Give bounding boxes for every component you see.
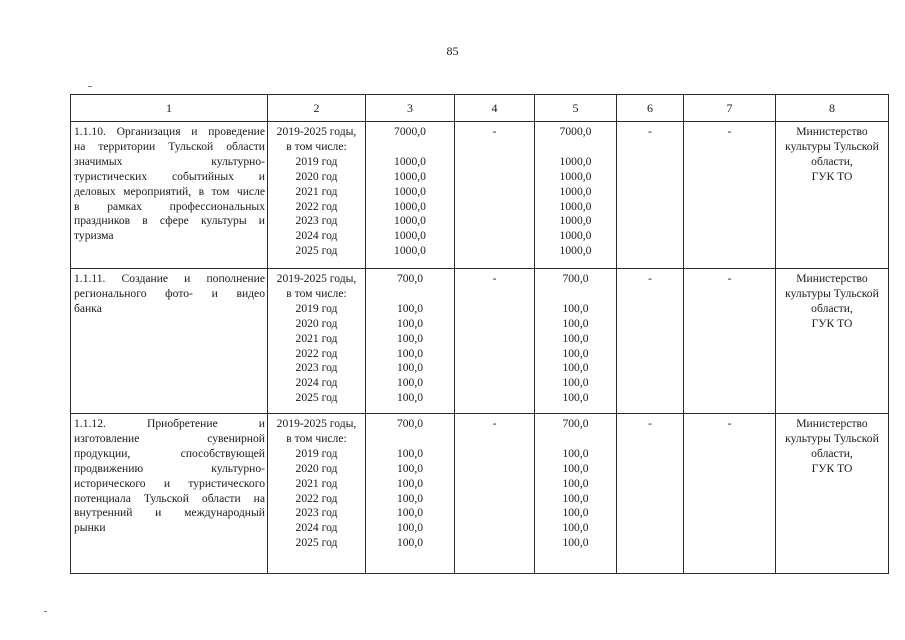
- column-header: 7: [684, 95, 776, 122]
- col7-cell: [684, 122, 776, 269]
- activity-name-line: рынки: [74, 521, 106, 535]
- col5-value: 1000,0: [559, 244, 592, 258]
- col3-value: 1000,0: [394, 154, 426, 168]
- col3-value: 100,0: [396, 461, 424, 475]
- activity-name-line: праздников в сфере культуры и: [74, 214, 265, 228]
- col5-value: 100,0: [562, 391, 589, 405]
- col3-value: 700,0: [396, 272, 424, 285]
- period-line: 2022 год: [295, 199, 338, 213]
- col3-value: 1000,0: [394, 169, 426, 183]
- col7-value: -: [727, 125, 732, 138]
- col5-value: 100,0: [562, 461, 589, 475]
- executor-line: области,: [811, 446, 853, 460]
- col5-value: 1000,0: [559, 154, 592, 168]
- col3-value: 7000,0: [394, 125, 426, 138]
- col5-value: 100,0: [562, 376, 589, 390]
- col5-cell: [535, 269, 617, 414]
- col3-value: 100,0: [396, 391, 424, 405]
- col6-cell: [617, 414, 684, 574]
- period-line: 2019-2025 годы,: [276, 272, 357, 285]
- period-cell: [268, 269, 366, 414]
- col4-value: -: [492, 417, 497, 430]
- executor-line: Министерство: [796, 417, 868, 430]
- col6-cell: [617, 269, 684, 414]
- col3-value: 100,0: [396, 346, 424, 360]
- column-header: 1: [71, 95, 268, 122]
- col3-value: 100,0: [396, 491, 424, 505]
- activity-name-line: исторического и туристического: [74, 476, 265, 490]
- col7-cell: [684, 269, 776, 414]
- period-line: в том числе:: [286, 431, 347, 445]
- col5-value: 100,0: [562, 346, 589, 360]
- executor-line: области,: [811, 154, 853, 168]
- period-line: 2021 год: [295, 331, 338, 345]
- col5-value: 1000,0: [559, 214, 592, 228]
- executor-line: ГУК ТО: [811, 169, 853, 183]
- executor-cell: [776, 122, 889, 269]
- col5-value: 1000,0: [559, 199, 592, 213]
- table-row: [71, 122, 889, 269]
- executor-line: Министерство: [796, 125, 868, 138]
- col3-cell: [366, 269, 455, 414]
- activity-name-line: изготовление сувенирной: [74, 431, 265, 445]
- activity-name-line: 1.1.12. Приобретение и: [74, 417, 265, 430]
- period-line: 2025 год: [295, 391, 338, 405]
- col5-value: 100,0: [562, 521, 589, 535]
- col4-value: -: [492, 272, 497, 285]
- col3-value: 100,0: [396, 301, 424, 315]
- period-line: 2024 год: [295, 229, 338, 243]
- col7-value: -: [727, 417, 732, 430]
- activity-name-cell: [71, 122, 268, 269]
- activity-name-line: на территории Тульской области: [74, 139, 265, 153]
- period-line: в том числе:: [286, 139, 347, 153]
- activity-name-line: продвижению культурно-: [74, 461, 265, 475]
- period-line: 2025 год: [295, 244, 338, 258]
- scan-speck: [44, 611, 47, 612]
- col5-cell: [535, 414, 617, 574]
- period-line: 2021 год: [295, 184, 338, 198]
- activity-name-line: в рамках профессиональных: [74, 199, 265, 213]
- activity-name-line: деловых мероприятий, в том числе: [74, 184, 265, 198]
- col4-value: -: [492, 125, 497, 138]
- period-line: 2021 год: [295, 476, 338, 490]
- column-header: 4: [455, 95, 535, 122]
- col3-value: 1000,0: [394, 184, 426, 198]
- col3-value: 1000,0: [394, 244, 426, 258]
- period-line: 2022 год: [295, 346, 338, 360]
- activity-name-line: туристических событийных и: [74, 169, 265, 183]
- executor-cell: [776, 269, 889, 414]
- col5-value: 700,0: [562, 417, 589, 430]
- col6-value: -: [648, 417, 652, 430]
- period-cell: [268, 122, 366, 269]
- period-line: 2023 год: [295, 361, 338, 375]
- page-number: 85: [446, 44, 459, 58]
- executor-line: ГУК ТО: [811, 461, 853, 475]
- col6-cell: [617, 122, 684, 269]
- col3-value: 100,0: [396, 376, 424, 390]
- column-header: 3: [366, 95, 455, 122]
- executor-line: культуры Тульской: [785, 431, 879, 445]
- period-line: 2023 год: [295, 214, 338, 228]
- period-line: 2019-2025 годы,: [276, 417, 357, 430]
- col3-cell: [366, 122, 455, 269]
- col5-value: 1000,0: [559, 184, 592, 198]
- table-row: [71, 414, 889, 574]
- col3-cell: [366, 414, 455, 574]
- executor-line: культуры Тульской: [785, 286, 879, 300]
- col5-value: 100,0: [562, 331, 589, 345]
- col5-cell: [535, 122, 617, 269]
- period-line: 2024 год: [295, 521, 338, 535]
- period-line: 2020 год: [295, 169, 338, 183]
- col5-value: 100,0: [562, 536, 589, 550]
- period-cell: [268, 414, 366, 574]
- period-line: 2020 год: [295, 461, 338, 475]
- activity-name-line: потенциала Тульской области на: [74, 491, 265, 505]
- executor-line: области,: [811, 301, 853, 315]
- col5-value: 700,0: [562, 272, 589, 285]
- activity-name-line: 1.1.10. Организация и проведение: [74, 125, 265, 138]
- column-header: 2: [268, 95, 366, 122]
- col5-value: 100,0: [562, 476, 589, 490]
- col5-value: 100,0: [562, 491, 589, 505]
- activity-name-line: банка: [74, 301, 102, 315]
- executor-line: культуры Тульской: [785, 139, 879, 153]
- activity-name-line: значимых культурно-: [74, 154, 265, 168]
- column-header: 6: [617, 95, 684, 122]
- period-line: 2020 год: [295, 316, 338, 330]
- period-line: 2019 год: [295, 446, 338, 460]
- activity-name-cell: [71, 269, 268, 414]
- activity-name-line: регионального фото- и видео: [74, 286, 265, 300]
- col5-value: 1000,0: [559, 229, 592, 243]
- period-line: 2024 год: [295, 376, 338, 390]
- col3-value: 700,0: [396, 417, 424, 430]
- column-header: 5: [535, 95, 617, 122]
- period-line: 2023 год: [295, 506, 338, 520]
- activity-name-line: 1.1.11. Создание и пополнение: [74, 272, 265, 285]
- col3-value: 1000,0: [394, 199, 426, 213]
- period-line: 2022 год: [295, 491, 338, 505]
- column-header: 8: [776, 95, 889, 122]
- period-line: 2019 год: [295, 154, 338, 168]
- col5-value: 100,0: [562, 506, 589, 520]
- col3-value: 100,0: [396, 446, 424, 460]
- col3-value: 100,0: [396, 316, 424, 330]
- scan-speck: [88, 86, 92, 87]
- col6-value: -: [648, 125, 652, 138]
- col5-value: 100,0: [562, 301, 589, 315]
- col6-value: -: [648, 272, 652, 285]
- executor-cell: [776, 414, 889, 574]
- col5-value: 1000,0: [559, 169, 592, 183]
- col4-cell: [455, 414, 535, 574]
- col3-value: 1000,0: [394, 214, 426, 228]
- activity-name-cell: [71, 414, 268, 574]
- col7-cell: [684, 414, 776, 574]
- col3-value: 1000,0: [394, 229, 426, 243]
- col3-value: 100,0: [396, 536, 424, 550]
- col3-value: 100,0: [396, 506, 424, 520]
- period-line: в том числе:: [286, 286, 347, 300]
- executor-line: ГУК ТО: [811, 316, 853, 330]
- col4-cell: [455, 122, 535, 269]
- col5-value: 100,0: [562, 446, 589, 460]
- col5-value: 7000,0: [559, 125, 592, 138]
- activity-name-line: продукции, способствующей: [74, 446, 265, 460]
- col3-value: 100,0: [396, 331, 424, 345]
- col5-value: 100,0: [562, 316, 589, 330]
- col3-value: 100,0: [396, 361, 424, 375]
- col7-value: -: [727, 272, 732, 285]
- col5-value: 100,0: [562, 361, 589, 375]
- col3-value: 100,0: [396, 476, 424, 490]
- header-row: [71, 95, 889, 122]
- activity-name-line: туризма: [74, 229, 114, 243]
- table-row: [71, 269, 889, 414]
- period-line: 2019 год: [295, 301, 338, 315]
- period-line: 2025 год: [295, 536, 338, 550]
- col3-value: 100,0: [396, 521, 424, 535]
- executor-line: Министерство: [796, 272, 868, 285]
- program-table: [70, 94, 889, 574]
- col4-cell: [455, 269, 535, 414]
- period-line: 2019-2025 годы,: [276, 125, 357, 138]
- activity-name-line: внутренний и международный: [74, 506, 265, 520]
